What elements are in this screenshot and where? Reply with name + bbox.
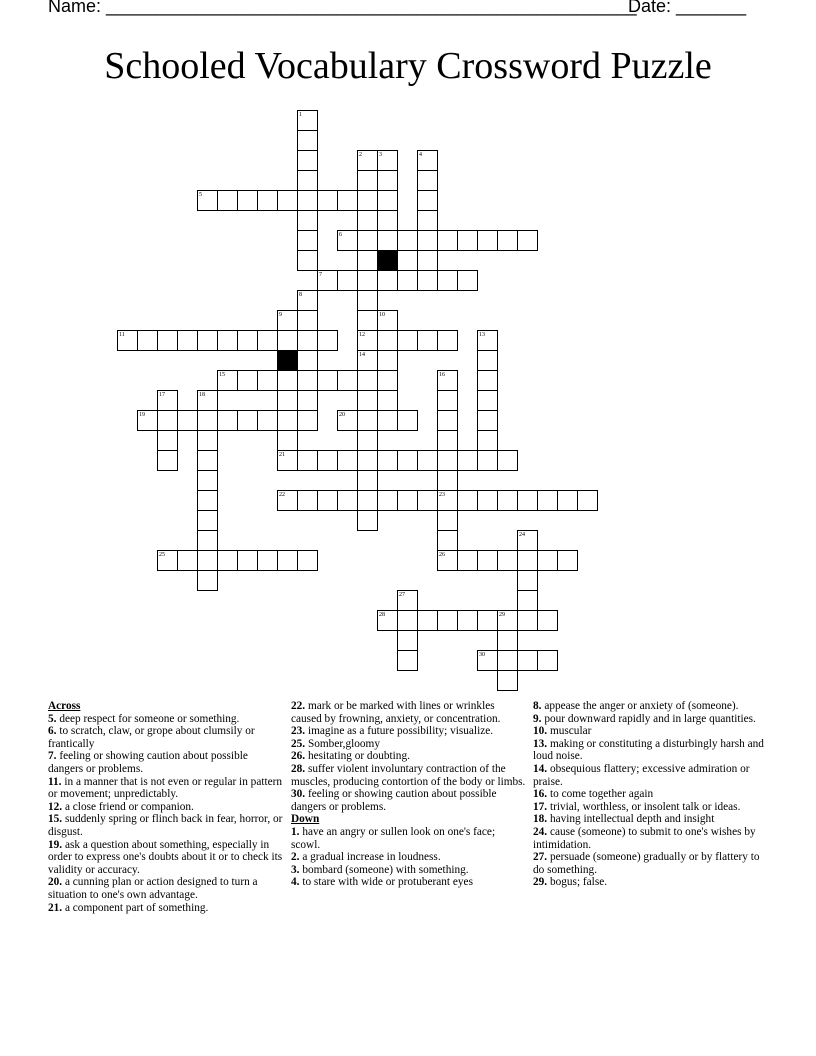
grid-cell[interactable] [457,610,478,631]
grid-cell[interactable] [297,350,318,371]
across-clue [291,738,527,751]
grid-cell[interactable] [317,450,338,471]
grid-cell[interactable] [517,570,538,591]
clue-text: Somber,gloomy [307,737,380,750]
clue-text: obsequious flattery; excessive admiration or praise. [533,762,750,788]
cell-number: 27 [399,592,405,598]
clue-text: hesitating or doubting. [307,750,410,763]
grid-cell[interactable] [277,390,298,411]
grid-cell[interactable] [397,230,418,251]
grid-cell[interactable] [357,170,378,191]
cell-number: 12 [359,332,365,338]
clue-number: 10. [533,725,548,738]
grid-cell[interactable] [437,530,458,551]
grid-cell[interactable] [137,330,158,351]
black-square [277,350,298,371]
grid-cell[interactable] [497,630,518,651]
grid-cell[interactable] [377,330,398,351]
clue-text: making or constituting a disturbingly harsh and loud noise. [533,737,764,763]
across-clue [48,776,284,801]
grid-cell[interactable] [397,490,418,511]
grid-cell[interactable] [537,650,558,671]
grid-cell[interactable] [217,190,238,211]
grid-cell[interactable] [297,170,318,191]
clue-number: 16. [533,788,548,801]
grid-cell[interactable] [417,190,438,211]
clue-number: 4. [291,876,300,889]
down-clue-list [291,826,527,889]
grid-cell[interactable] [497,490,518,511]
clue-number: 28. [291,762,306,775]
clue-text: cause (someone) to submit to one's wishes by intimidation. [533,825,756,851]
across-clue [48,725,284,750]
grid-cell[interactable] [197,330,218,351]
clue-text: feeling or showing caution about possible dangers or problems. [291,788,497,813]
clue-number: 13. [533,737,548,750]
grid-cell[interactable] [537,610,558,631]
cell-number: 14 [359,352,365,358]
clue-number: 2. [291,851,300,864]
name-blank[interactable]: _____________________________________________________ [106,0,637,16]
grid-cell[interactable] [477,430,498,451]
grid-cell[interactable] [317,370,338,391]
clue-number: 14. [533,762,548,775]
grid-cell[interactable] [477,490,498,511]
grid-cell[interactable] [357,230,378,251]
cell-number: 22 [279,492,285,498]
clue-text: bombard (someone) with something. [302,863,469,876]
cell-number: 8 [299,292,302,298]
grid-cell[interactable] [197,550,218,571]
grid-cell[interactable] [477,230,498,251]
down-clue [533,801,769,814]
grid-cell[interactable] [517,610,538,631]
across-clue [291,725,527,738]
grid-cell[interactable] [297,210,318,231]
clue-number: 6. [48,725,57,738]
grid-cell[interactable] [577,490,598,511]
cell-number: 30 [479,652,485,658]
grid-cell[interactable] [477,610,498,631]
cell-number: 17 [159,392,165,398]
cell-number: 26 [439,552,445,558]
grid-cell[interactable] [277,190,298,211]
grid-cell[interactable] [397,270,418,291]
down-clue-list-continued [533,700,769,889]
grid-cell[interactable] [357,450,378,471]
down-clue [533,813,769,826]
grid-cell[interactable] [517,550,538,571]
clue-number: 5. [48,712,57,725]
grid-cell[interactable] [297,310,318,331]
grid-cell[interactable] [257,550,278,571]
grid-cell[interactable] [357,410,378,431]
clue-text: appease the anger or anxiety of (someone). [544,700,739,712]
grid-cell[interactable] [257,330,278,351]
across-clue-list-continued [291,700,527,813]
grid-cell[interactable] [537,550,558,571]
grid-cell[interactable] [377,210,398,231]
grid-cell[interactable] [197,450,218,471]
grid-cell[interactable] [277,550,298,571]
grid-cell[interactable] [517,230,538,251]
grid-cell[interactable] [417,610,438,631]
grid-cell[interactable] [237,190,258,211]
clue-number: 20. [48,876,63,889]
grid-cell[interactable] [477,450,498,471]
clues-column-3 [533,700,769,889]
grid-cell[interactable] [477,550,498,571]
clue-text: have an angry or sullen look on one's face; scowl. [291,825,496,851]
grid-cell[interactable] [377,450,398,471]
grid-cell[interactable] [377,390,398,411]
down-clue [533,763,769,788]
down-clue [533,725,769,738]
grid-cell[interactable] [417,210,438,231]
down-clue [533,713,769,726]
down-clue [533,788,769,801]
date-label: Date: [628,0,677,16]
grid-cell[interactable] [497,670,518,691]
grid-cell[interactable] [457,490,478,511]
grid-cell[interactable] [437,410,458,431]
grid-cell[interactable] [297,390,318,411]
grid-cell[interactable] [297,450,318,471]
cell-number: 16 [439,372,445,378]
grid-cell[interactable] [377,410,398,431]
clue-text: ask a question about something, especially in order to express one's doubts about it or to check its validity or accuracy. [48,838,283,876]
grid-cell[interactable] [377,490,398,511]
grid-cell[interactable] [337,370,358,391]
clue-number: 21. [48,901,63,914]
clue-number: 17. [533,800,548,813]
grid-cell[interactable] [277,430,298,451]
grid-cell[interactable] [557,550,578,571]
grid-cell[interactable] [177,410,198,431]
grid-cell[interactable] [437,330,458,351]
grid-cell[interactable] [397,330,418,351]
cell-number: 4 [419,152,422,158]
clue-number: 9. [533,712,542,725]
grid-cell[interactable] [477,390,498,411]
down-clue [291,851,527,864]
grid-cell[interactable] [317,490,338,511]
clue-text: a component part of something. [64,901,209,914]
clue-number: 24. [533,825,548,838]
grid-cell[interactable] [157,450,178,471]
grid-cell[interactable] [257,190,278,211]
down-clue [291,864,527,877]
grid-cell[interactable] [357,270,378,291]
across-clue [48,750,284,775]
clue-text: to come together again [549,788,654,801]
grid-cell[interactable] [377,170,398,191]
grid-cell[interactable] [417,270,438,291]
cell-number: 9 [279,312,282,318]
cell-number: 18 [199,392,205,398]
clue-text: in a manner that is not even or regular in pattern or movement; unpredictably. [48,775,283,801]
grid-cell[interactable] [357,250,378,271]
grid-cell[interactable] [357,470,378,491]
grid-cell[interactable] [337,270,358,291]
clue-text: a cunning plan or action designed to turn a situation to one's own advantage. [48,876,258,901]
grid-cell[interactable] [297,550,318,571]
clue-text: to stare with wide or protuberant eyes [302,876,473,889]
clue-number: 26. [291,750,306,763]
across-clue [48,801,284,814]
grid-cell[interactable] [477,370,498,391]
clue-text: trivial, worthless, or insolent talk or ideas. [549,800,741,813]
grid-cell[interactable] [297,490,318,511]
grid-cell[interactable] [277,410,298,431]
cell-number: 7 [319,272,322,278]
cell-number: 15 [219,372,225,378]
grid-cell[interactable] [337,490,358,511]
page-title: Schooled Vocabulary Crossword Puzzle [104,45,712,87]
clue-text: bogus; false. [549,876,608,889]
grid-cell[interactable] [457,550,478,571]
clue-text: a gradual increase in loudness. [302,851,441,864]
grid-cell[interactable] [237,370,258,391]
clues-column-1 [48,700,284,914]
grid-cell[interactable] [397,450,418,471]
across-clue [48,713,284,726]
clue-text: pour downward rapidly and in large quantities. [544,712,756,725]
grid-cell[interactable] [297,370,318,391]
grid-cell[interactable] [517,590,538,611]
grid-cell[interactable] [417,450,438,471]
cell-number: 13 [479,332,485,338]
grid-cell[interactable] [357,370,378,391]
grid-cell[interactable] [437,510,458,531]
grid-cell[interactable] [397,630,418,651]
clue-number: 23. [291,725,306,738]
clue-text: suffer violent involuntary contraction of the muscles, producing contortion of the body or limbs. [291,762,526,788]
grid-cell[interactable] [197,530,218,551]
cell-number: 21 [279,452,285,458]
cell-number: 28 [379,612,385,618]
clue-number: 8. [533,700,542,712]
grid-cell[interactable] [297,410,318,431]
grid-cell[interactable] [457,450,478,471]
grid-cell[interactable] [237,550,258,571]
cell-number: 23 [439,492,445,498]
clue-number: 15. [48,813,63,826]
grid-cell[interactable] [297,250,318,271]
grid-cell[interactable] [397,650,418,671]
cell-number: 5 [199,192,202,198]
cell-number: 24 [519,532,525,538]
down-clue [533,826,769,851]
grid-cell[interactable] [377,350,398,371]
grid-cell[interactable] [357,190,378,211]
across-heading: Across [48,700,81,712]
grid-cell[interactable] [357,310,378,331]
grid-cell[interactable] [377,230,398,251]
cell-number: 2 [359,152,362,158]
grid-cell[interactable] [557,490,578,511]
across-clue [48,902,284,915]
grid-cell[interactable] [357,510,378,531]
grid-cell[interactable] [197,570,218,591]
date-blank[interactable]: _______ [676,0,747,16]
grid-cell[interactable] [297,130,318,151]
down-clue [533,700,769,713]
grid-cell[interactable] [197,510,218,531]
grid-cell[interactable] [197,430,218,451]
grid-cell[interactable] [397,610,418,631]
grid-cell[interactable] [437,390,458,411]
grid-cell[interactable] [297,330,318,351]
grid-cell[interactable] [377,190,398,211]
grid-cell[interactable] [457,230,478,251]
clue-text: deep respect for someone or something. [59,712,240,725]
grid-cell[interactable] [297,190,318,211]
clue-number: 27. [533,851,548,864]
grid-cell[interactable] [497,650,518,671]
clue-text: mark or be marked with lines or wrinkles caused by frowning, anxiety, or concentration. [291,700,501,725]
grid-cell[interactable] [377,270,398,291]
down-clue [533,851,769,876]
across-clue [48,839,284,877]
clue-text: a close friend or companion. [64,800,194,813]
across-clue [48,876,284,901]
down-clue [291,826,527,851]
across-clue-list [48,713,284,915]
grid-cell[interactable] [237,410,258,431]
grid-cell[interactable] [177,330,198,351]
clue-number: 11. [48,775,62,788]
clue-text: to scratch, claw, or grope about clumsily or frantically [48,725,255,750]
grid-cell[interactable] [417,170,438,191]
grid-cell[interactable] [477,350,498,371]
grid-cell[interactable] [417,250,438,271]
across-clue [291,700,527,725]
clue-number: 29. [533,876,548,889]
name-label: Name: [48,0,107,16]
grid-cell[interactable] [297,230,318,251]
grid-cell[interactable] [437,270,458,291]
grid-cell[interactable] [217,330,238,351]
grid-cell[interactable] [317,330,338,351]
across-clue [291,788,527,813]
grid-cell[interactable] [297,150,318,171]
clue-number: 18. [533,813,548,826]
cell-number: 19 [139,412,145,418]
clue-text: muscular [549,725,592,738]
grid-cell[interactable] [417,230,438,251]
grid-cell[interactable] [217,550,238,571]
clue-number: 3. [291,863,300,876]
grid-cell[interactable] [277,370,298,391]
grid-cell[interactable] [217,410,238,431]
clue-text: having intellectual depth and insight [549,813,715,826]
black-square [377,250,398,271]
cell-number: 1 [299,112,302,118]
down-heading: Down [291,813,320,826]
cell-number: 29 [499,612,505,618]
clue-text: suddenly spring or flinch back in fear, horror, or disgust. [48,813,283,838]
across-clue [291,750,527,763]
grid-cell[interactable] [357,290,378,311]
clue-number: 1. [291,825,300,838]
grid-cell[interactable] [497,230,518,251]
grid-cell[interactable] [157,410,178,431]
grid-cell[interactable] [497,450,518,471]
grid-cell[interactable] [357,430,378,451]
grid-cell[interactable] [257,410,278,431]
grid-cell[interactable] [517,490,538,511]
clue-number: 12. [48,800,63,813]
across-clue [291,763,527,788]
grid-cell[interactable] [437,450,458,471]
grid-cell[interactable] [517,650,538,671]
clue-text: imagine as a future possibility; visualize. [307,725,494,738]
grid-cell[interactable] [317,190,338,211]
clues-column-2 [291,700,527,889]
down-clue [291,876,527,889]
grid-cell[interactable] [457,270,478,291]
grid-cell[interactable] [157,330,178,351]
grid-cell[interactable] [397,410,418,431]
clue-number: 7. [48,750,57,763]
grid-cell[interactable] [497,550,518,571]
grid-cell[interactable] [377,370,398,391]
clue-number: 30. [291,788,306,801]
clue-number: 22. [291,700,306,712]
down-clue [533,738,769,763]
grid-cell[interactable] [537,490,558,511]
grid-cell[interactable] [237,330,258,351]
cell-number: 11 [119,332,125,338]
clue-text: feeling or showing caution about possible dangers or problems. [48,750,248,775]
grid-cell[interactable] [197,470,218,491]
cell-number: 6 [339,232,342,238]
down-clue [533,876,769,889]
grid-cell[interactable] [257,370,278,391]
grid-cell[interactable] [337,450,358,471]
cell-number: 20 [339,412,345,418]
grid-cell[interactable] [437,430,458,451]
grid-cell[interactable] [417,490,438,511]
grid-cell[interactable] [157,430,178,451]
grid-cell[interactable] [197,410,218,431]
across-clue [48,813,284,838]
grid-cell[interactable] [477,410,498,431]
cell-number: 25 [159,552,165,558]
grid-cell[interactable] [437,470,458,491]
grid-cell[interactable] [437,230,458,251]
grid-cell[interactable] [417,330,438,351]
cell-number: 3 [379,152,382,158]
grid-cell[interactable] [337,190,358,211]
grid-cell[interactable] [357,490,378,511]
grid-cell[interactable] [437,610,458,631]
clue-number: 25. [291,737,306,750]
grid-cell[interactable] [357,210,378,231]
clue-text: persuade (someone) gradually or by flattery to do something. [533,851,760,876]
grid-cell[interactable] [277,330,298,351]
grid-cell[interactable] [197,490,218,511]
grid-cell[interactable] [357,390,378,411]
cell-number: 10 [379,312,385,318]
clue-number: 19. [48,838,63,851]
grid-cell[interactable] [177,550,198,571]
